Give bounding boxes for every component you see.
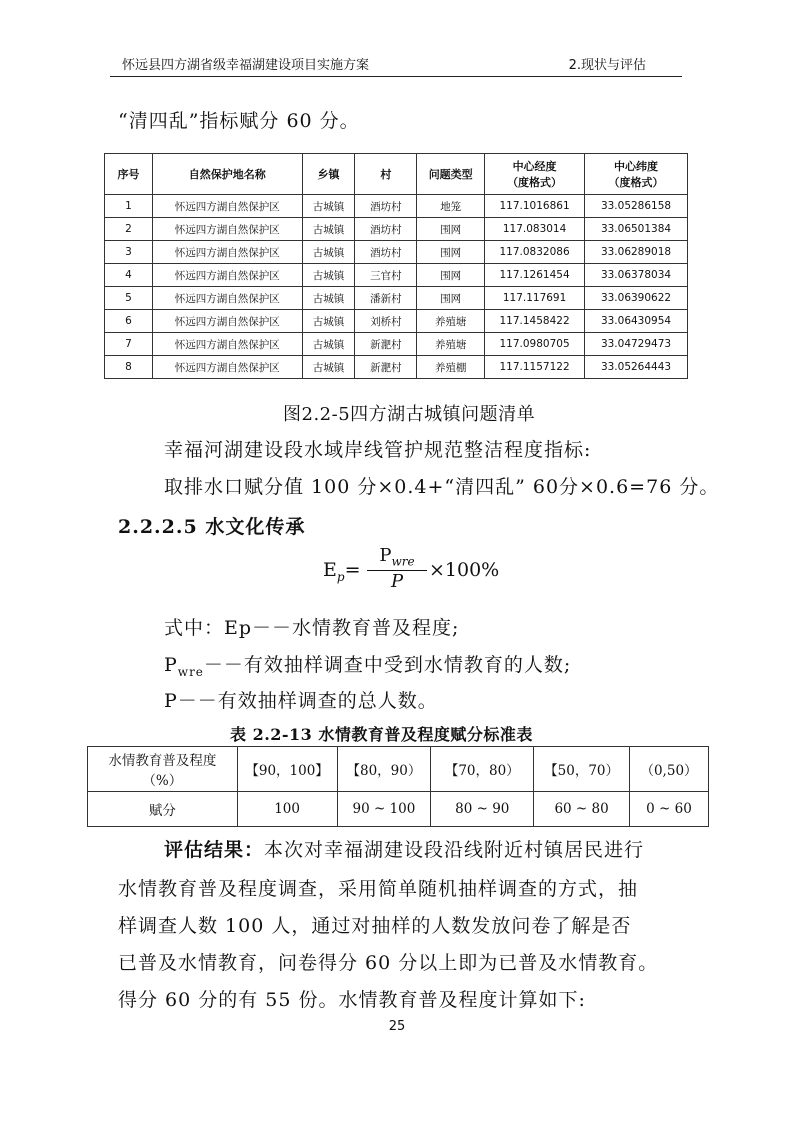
table-cell: 117.1157122	[485, 356, 585, 379]
table-row	[105, 333, 688, 356]
table-cell: 90 ~ 100	[337, 792, 431, 827]
table-cell: 古城镇	[302, 241, 355, 264]
table-cell: 8	[105, 356, 153, 379]
table-cell: 古城镇	[302, 310, 355, 333]
table-cell: 古城镇	[302, 218, 355, 241]
table-cell: 33.05264443	[585, 356, 688, 379]
table-row	[105, 195, 688, 218]
definition-ep: 式中：Ep－－水情教育普及程度;	[164, 617, 460, 639]
formula-rhs: ×100%	[429, 559, 500, 581]
table-caption: 表 2.2-13 水情教育普及程度赋分标准表	[230, 725, 533, 744]
table-cell: 33.06501384	[585, 218, 688, 241]
table-cell: 怀远四方湖自然保护区	[152, 264, 302, 287]
table-cell: 养殖塘	[417, 310, 485, 333]
table-cell: 地笼	[417, 195, 485, 218]
formula-fraction	[367, 545, 427, 592]
table-cell: 围网	[417, 241, 485, 264]
table-cell: 4	[105, 264, 153, 287]
table-cell: 古城镇	[302, 264, 355, 287]
table-cell: 117.1261454	[485, 264, 585, 287]
table-cell: 3	[105, 241, 153, 264]
table-cell: 刘桥村	[355, 310, 417, 333]
table-cell: 怀远四方湖自然保护区	[152, 310, 302, 333]
table-cell: 新淝村	[355, 356, 417, 379]
table-cell: 古城镇	[302, 287, 355, 310]
table-cell: 【50，70）	[534, 747, 630, 792]
formula-numerator: $P_{wre}$	[367, 545, 427, 571]
table-cell: 33.06378034	[585, 264, 688, 287]
header-title: 怀远县四方湖省级幸福湖建设项目实施方案	[122, 58, 370, 73]
definition-p: P－－有效抽样调查的总人数。	[164, 690, 438, 712]
table-cell: 1	[105, 195, 153, 218]
figure-caption: 图2.2-5四方湖古城镇问题清单	[283, 404, 536, 425]
table-cell: 怀远四方湖自然保护区	[152, 241, 302, 264]
table-cell: 【80，90）	[337, 747, 431, 792]
table-cell: 117.1458422	[485, 310, 585, 333]
result-line-1: 评估结果：本次对幸福湖建设段沿线附近村镇居民进行	[164, 839, 645, 861]
page-header	[110, 52, 682, 77]
table-cell: 围网	[417, 264, 485, 287]
table-cell: 0 ~ 60	[630, 792, 709, 827]
table-cell: 养殖棚	[417, 356, 485, 379]
paragraph-calculation: 取排水口赋分值 100 分×0.4+“清四乱” 60分×0.6=76 分。	[164, 476, 720, 498]
table-cell: 赋分	[88, 792, 238, 827]
table-cell: 117.0980705	[485, 333, 585, 356]
table-row	[105, 287, 688, 310]
table-cell: 60 ~ 80	[534, 792, 630, 827]
table-cell: 【90，100】	[237, 747, 337, 792]
table-cell: 117.117691	[485, 287, 585, 310]
column-header: 问题类型	[417, 154, 485, 195]
table-row	[88, 792, 709, 827]
column-header: 中心纬度 （度格式）	[585, 154, 688, 195]
result-line-2: 水情教育普及程度调查，采用简单随机抽样调查的方式，抽	[118, 878, 639, 900]
table-cell: 酒坊村	[355, 241, 417, 264]
column-header: 序号	[105, 154, 153, 195]
table-row	[105, 310, 688, 333]
problem-list-table	[104, 153, 688, 379]
column-header: 村	[355, 154, 417, 195]
result-line-5: 得分 60 分的有 55 份。水情教育普及程度计算如下:	[118, 989, 586, 1011]
column-header: 中心经度 （度格式）	[485, 154, 585, 195]
header-section: 2.现状与评估	[568, 58, 646, 73]
table-cell: 潘新村	[355, 287, 417, 310]
formula-denominator: P	[390, 570, 404, 592]
table-cell: 6	[105, 310, 153, 333]
page-number: 25	[388, 1019, 406, 1034]
table-cell: 117.0832086	[485, 241, 585, 264]
table-cell: 117.1016861	[485, 195, 585, 218]
table-cell: 酒坊村	[355, 218, 417, 241]
table-cell: 古城镇	[302, 356, 355, 379]
table-cell: 新淝村	[355, 333, 417, 356]
table-cell: 33.05286158	[585, 195, 688, 218]
table-cell: 怀远四方湖自然保护区	[152, 218, 302, 241]
table-cell: 养殖塘	[417, 333, 485, 356]
table-row	[105, 264, 688, 287]
scoring-standard-table	[87, 746, 709, 827]
table-cell: 怀远四方湖自然保护区	[152, 333, 302, 356]
table-row	[105, 241, 688, 264]
table-cell: 7	[105, 333, 153, 356]
column-header: 乡镇	[302, 154, 355, 195]
paragraph-indicator: 幸福河湖建设段水域岸线管护规范整洁程度指标:	[164, 439, 592, 461]
table-cell: 围网	[417, 218, 485, 241]
table-cell: 33.06289018	[585, 241, 688, 264]
result-line-3: 样调查人数 100 人，通过对抽样的人数发放问卷了解是否	[118, 915, 632, 937]
table-cell: 2	[105, 218, 153, 241]
table-cell: 5	[105, 287, 153, 310]
table-cell: 怀远四方湖自然保护区	[152, 287, 302, 310]
table-cell: 33.06390622	[585, 287, 688, 310]
table-cell: 100	[237, 792, 337, 827]
paragraph-score: “清四乱”指标赋分 60 分。	[118, 110, 360, 132]
table-cell: 古城镇	[302, 195, 355, 218]
section-heading: 2.2.2.5 水文化传承	[118, 516, 306, 538]
table-cell: 117.083014	[485, 218, 585, 241]
column-header: 自然保护地名称	[152, 154, 302, 195]
table-cell: 33.04729473	[585, 333, 688, 356]
table-row	[105, 356, 688, 379]
table-cell: 怀远四方湖自然保护区	[152, 195, 302, 218]
table-cell: （0,50）	[630, 747, 709, 792]
table-cell: 古城镇	[302, 333, 355, 356]
table-cell: 33.06430954	[585, 310, 688, 333]
definition-pwre: $P_{wre}--$有效抽样调查中受到水情教育的人数;	[164, 654, 572, 679]
table-header-row	[105, 154, 688, 195]
formula-lhs: $E_p=$	[323, 559, 361, 584]
table-cell: 水情教育普及程度 （%）	[88, 747, 238, 792]
table-cell: 酒坊村	[355, 195, 417, 218]
table-row	[88, 747, 709, 792]
table-cell: 三官村	[355, 264, 417, 287]
table-cell: 怀远四方湖自然保护区	[152, 356, 302, 379]
table-row	[105, 218, 688, 241]
table-cell: 围网	[417, 287, 485, 310]
result-line-4: 已普及水情教育，问卷得分 60 分以上即为已普及水情教育。	[118, 952, 659, 974]
table-cell: 80 ~ 90	[431, 792, 534, 827]
table-cell: 【70，80）	[431, 747, 534, 792]
